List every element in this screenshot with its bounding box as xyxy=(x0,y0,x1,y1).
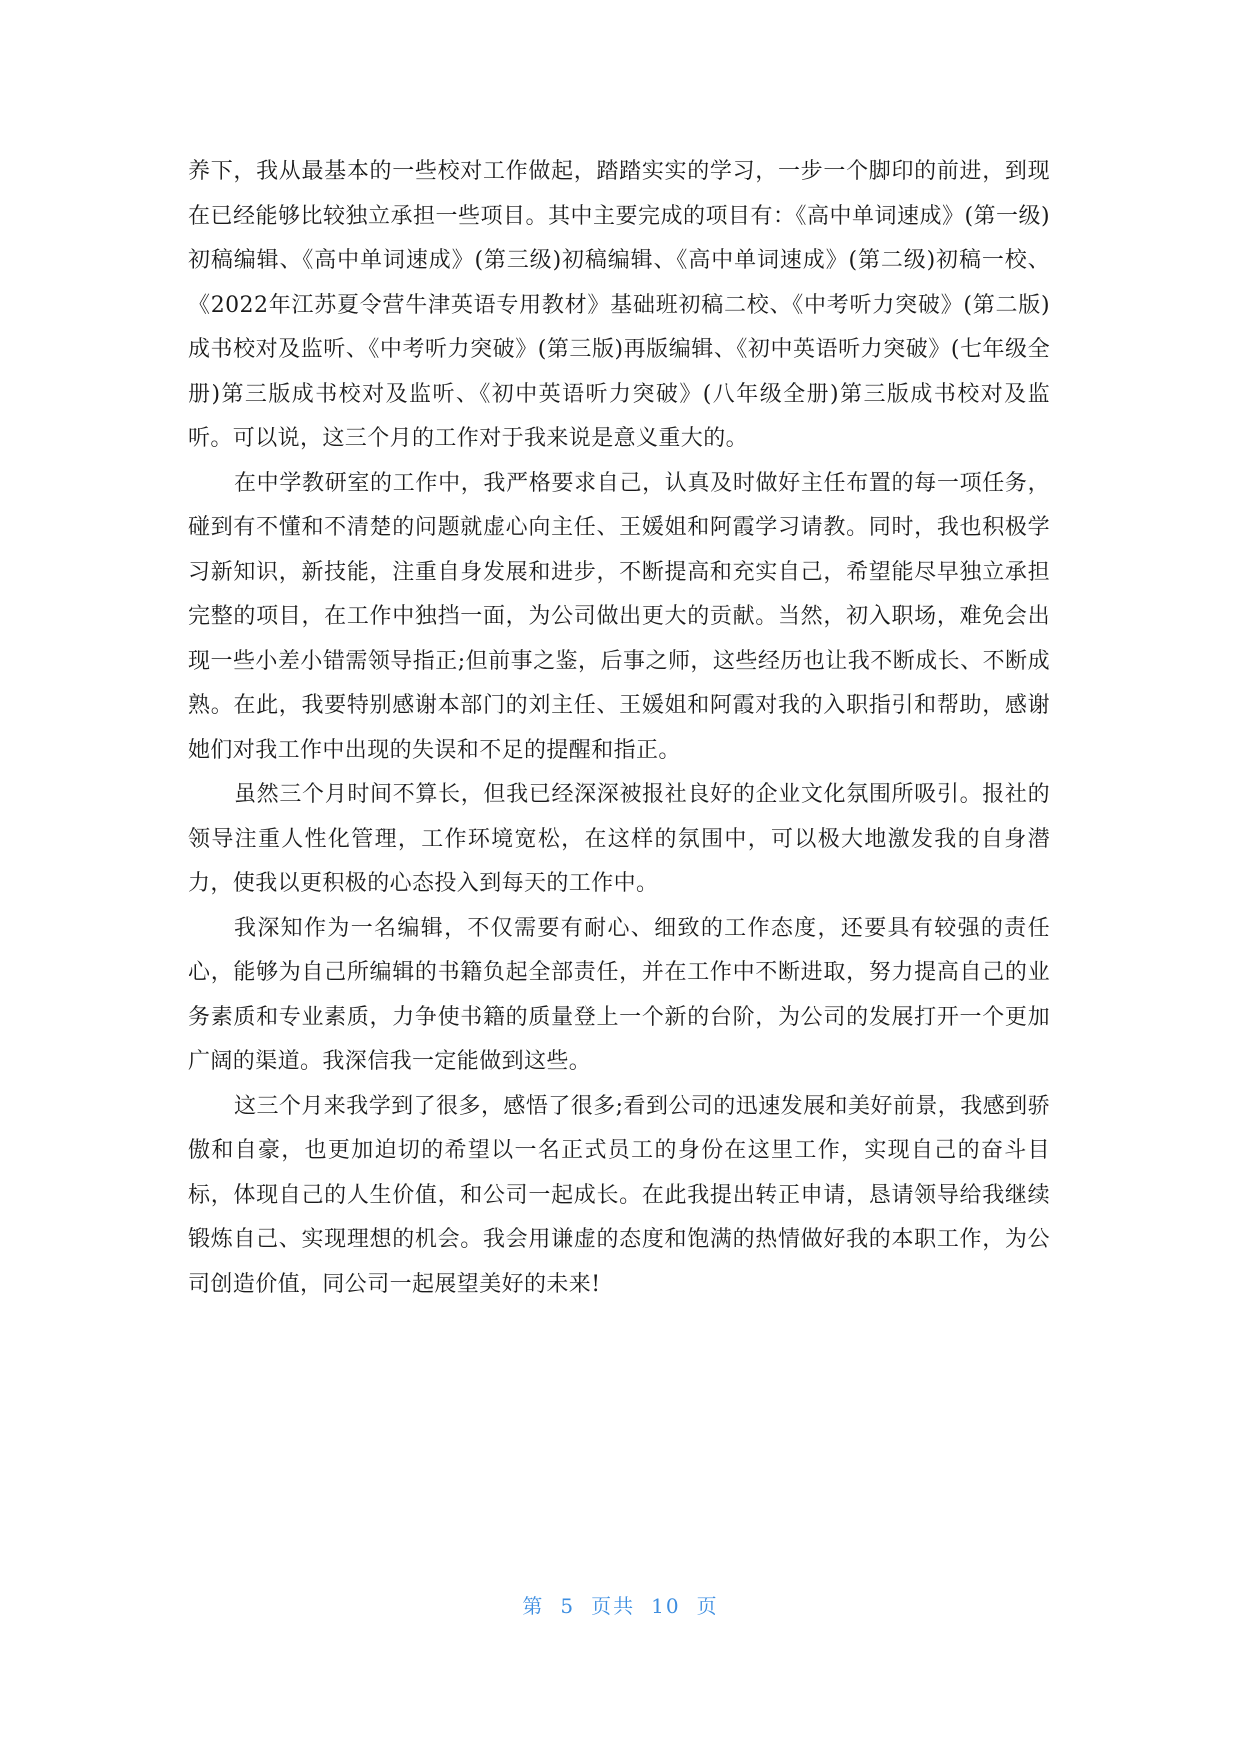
footer-page-suffix: 页 xyxy=(696,1594,719,1618)
footer-total-pages: 10 xyxy=(651,1594,681,1618)
paragraph-3: 虽然三个月时间不算长，但我已经深深被报社良好的企业文化氛围所吸引。报社的领导注重人性化管理，工作环境宽松，在这样的氛围中，可以极大地激发我的自身潜力，使我以更积极的心态投入到每天的工作中。 xyxy=(188,782,1050,896)
paragraph-1: 养下，我从最基本的一些校对工作做起，踏踏实实的学习，一步一个脚印的前进，到现在已经能够比较独立承担一些项目。其中主要完成的项目有：《高中单词速成》(第一级)初稿编辑、《高中单词速成》(第三级)初稿编辑、《高中单词速成》(第二级)初稿一校、《2022年江苏夏令营牛津英语专用教材》基础班初稿二校、《中考听力突破》(第二版)成书校对及监听、《中考听力突破》(第三版)再版编辑、《初中英语听力突破》(七年级全册)第三版成书校对及监听、《初中英语听力突破》(八年级全册)第三版成书校对及监听。可以说，这三个月的工作对于我来说是意义重大的。 xyxy=(188,159,1050,451)
page-footer xyxy=(0,1590,1241,1619)
paragraph-2: 在中学教研室的工作中，我严格要求自己，认真及时做好主任布置的每一项任务，碰到有不懂和不清楚的问题就虚心向主任、王媛姐和阿霞学习请教。同时，我也积极学习新知识，新技能，注重自身发展和进步，不断提高和充实自己，希望能尽早独立承担完整的项目，在工作中独挡一面，为公司做出更大的贡献。当然，初入职场，难免会出现一些小差小错需领导指正;但前事之鉴，后事之师，这些经历也让我不断成长、不断成熟。在此，我要特别感谢本部门的刘主任、王媛姐和阿霞对我的入职指引和帮助，感谢她们对我工作中出现的失误和不足的提醒和指正。 xyxy=(188,470,1050,763)
paragraph-5: 这三个月来我学到了很多，感悟了很多;看到公司的迅速发展和美好前景，我感到骄傲和自豪，也更加迫切的希望以一名正式员工的身份在这里工作，实现自己的奋斗目标，体现自己的人生价值，和公司一起成长。在此我提出转正申请，恳请领导给我继续锻炼自己、实现理想的机会。我会用谦虚的态度和饱满的热情做好我的本职工作，为公司创造价值，同公司一起展望美好的未来! xyxy=(188,1093,1050,1297)
footer-page-prefix: 第 xyxy=(522,1594,545,1618)
paragraph-4: 我深知作为一名编辑，不仅需要有耐心、细致的工作态度，还要具有较强的责任心，能够为自己所编辑的书籍负起全部责任，并在工作中不断进取，努力提高自己的业务素质和专业素质，力争使书籍的质量登上一个新的台阶，为公司的发展打开一个更加广阔的渠道。我深信我一定能做到这些。 xyxy=(188,915,1050,1074)
document-body xyxy=(188,150,1050,1307)
footer-page-mid: 页共 xyxy=(591,1594,636,1618)
footer-page-number: 5 xyxy=(560,1594,576,1618)
